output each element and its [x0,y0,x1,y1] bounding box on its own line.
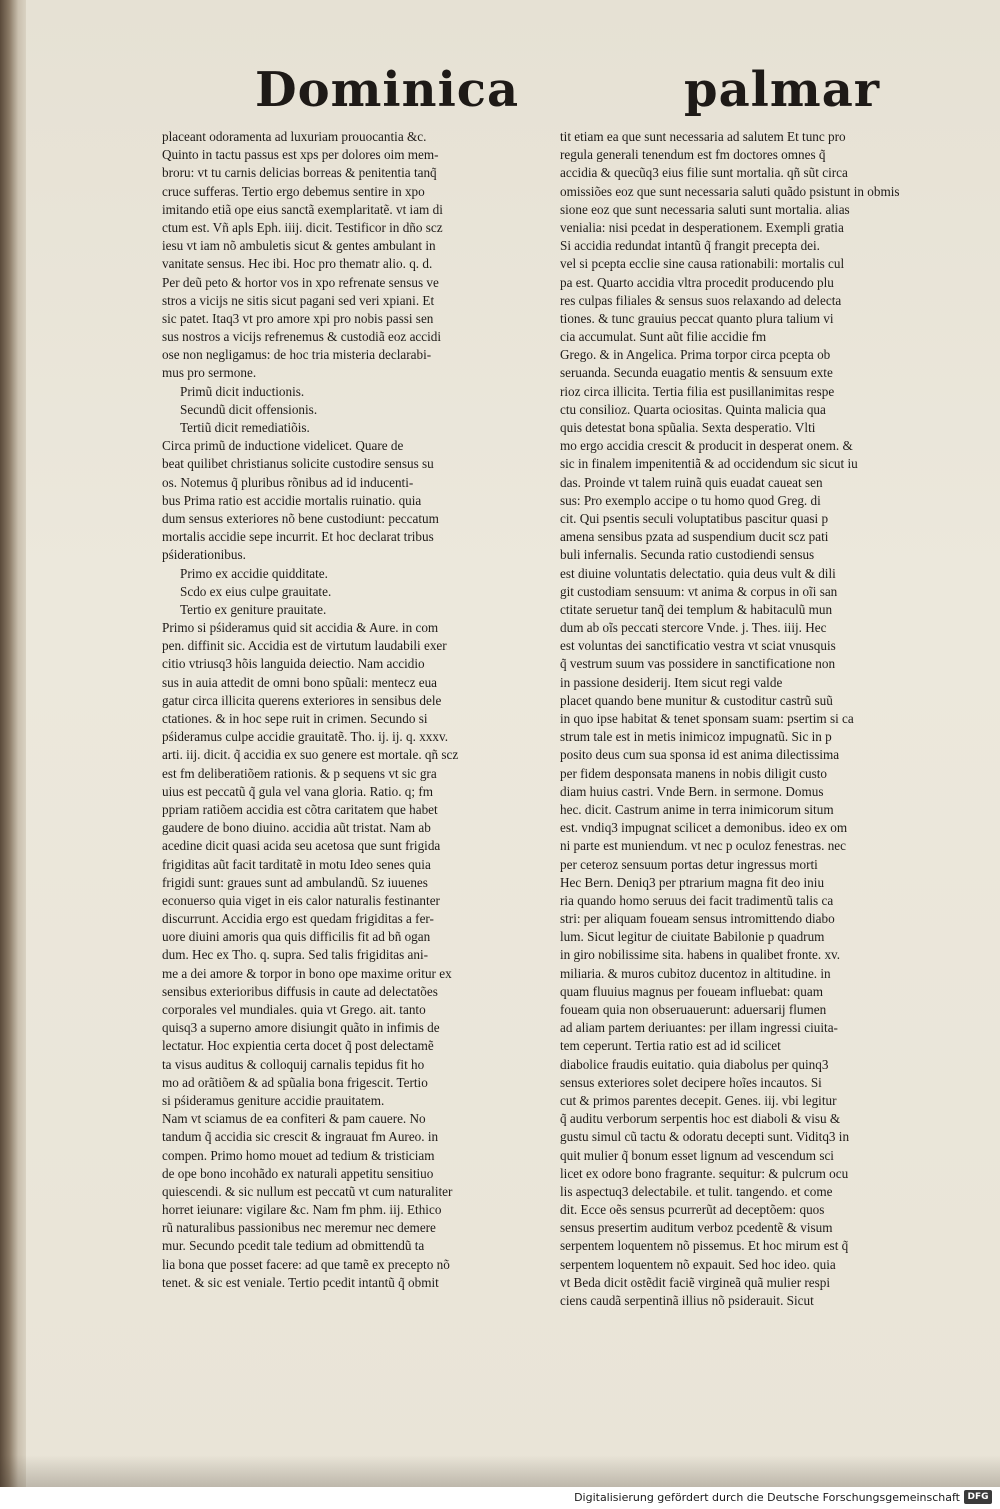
text-line: in passione desiderij. Item sicut regi valde [560,674,783,690]
text-line: cit. Qui psentis seculi voluptatibus pascitur quasi p [560,510,829,526]
text-line: git custodiam sensuum: vt anima & corpus in oĩi san [560,583,838,599]
text-line: imitando etiã ope eius sanctã exemplaritatẽ. vt iam di [162,201,443,217]
text-line: mo ergo accidia crescit & producit in desperat onem. & [560,438,853,454]
text-line: rioz circa illicita. Tertia filia est pusillanimitas respe [560,383,835,399]
text-line: econuerso quia viget in eis calor naturalis festinanter [162,892,440,908]
text-line: ose non negligamus: de hoc tria misteria declarabi- [162,347,432,363]
text-line: arti. iij. dicit. q̃ accidia ex suo genere est mortale. qñ scz [162,747,459,763]
text-line: regula generali tenendum est fm doctores omnes q̃ [560,147,826,163]
text-column-right [560,128,945,1310]
text-line: das. Proinde vt talem ruinã quis euadat caueat sen [560,474,823,490]
text-line: est diuine voluntatis delectatio. quia deus vult & dili [560,565,836,581]
text-line: tenet. & sic est veniale. Tertio pcedit intantũ q̃ obmit [162,1274,439,1290]
text-line: beat quilibet christianus solicite custodire sensus su [162,456,434,472]
text-line: sensus presertim auditum verboz pcedentẽ & visum [560,1220,833,1236]
text-line: ad aliam partem deriuantes: per illam ingressi ciuita- [560,1020,838,1036]
text-line: discurrunt. Accidia ergo est quedam frigiditas a fer- [162,911,434,927]
text-line: ppriam ratiõem accidia est cõtra caritatem que habet [162,801,438,817]
text-line: pen. diffinit sic. Accidia est de virtutum laudabili exer [162,638,447,654]
text-line: Circa primũ de inductione videlicet. Quare de [162,438,404,454]
text-line: posito deus cum sua sponsa id est anima dilectissima [560,747,840,763]
text-line: quiescendi. & sic nullum est peccatũ vt cum naturaliter [162,1183,453,1199]
text-line: Nam vt sciamus de ea confiteri & pam cauere. No [162,1111,426,1127]
text-line: mo ad orãtiõem & ad spũalia bona frigescit. Tertio [162,1074,428,1090]
text-line: stros a vicijs ne sitis sicut pagani sed veri xpiani. Et [162,292,435,308]
text-line: sus: Pro exemplo accipe o tu homo quod Greg. di [560,492,821,508]
text-line: cia accumulat. Sunt aũt filie accidie fm [560,329,767,345]
text-line: cruce sufferas. Tertio ergo debemus sentire in xpo [162,183,425,199]
text-line: placeant odoramenta ad luxuriam prouocantia &c. [162,129,427,144]
text-line: est voluntas dei sanctificatio vestra vt sciat vnusquis [560,638,836,654]
text-line: ctum est. Vñ apls Eph. iiij. dicit. Testificor in dño scz [162,219,443,235]
book-page-edge [0,0,26,1487]
text-line: si pśideramus geniture accidie prauitatem. [162,1092,385,1108]
text-line: compen. Primo homo mouet ad tedium & tristiciam [162,1147,435,1163]
text-line: pa est. Quarto accidia vltra procedit producendo plu [560,274,834,290]
text-line: sensus exteriores solet decipere hoĩes incautos. Si [560,1074,822,1090]
text-line: uore diuini amoris qua quis difficilis fit ad bñ ogan [162,929,431,945]
text-line: rũ naturalibus passionibus nec meremur nec demere [162,1220,436,1236]
text-line: ctu consilioz. Quarta ociositas. Quinta malicia qua [560,401,826,417]
text-line: Secundũ dicit offensionis. [180,401,318,417]
text-line: iesu vt iam nõ ambuletis sicut & gentes ambulant in [162,238,436,254]
text-line: sic patet. Itaq3 vt pro amore xpi pro nobis passi sen [162,310,434,326]
text-line: placet quando bene munitur & custoditur castrũ suũ [560,692,833,708]
text-line: gatur circa illicita querens exteriores in sensibus dele [162,692,442,708]
text-line: ctationes. & in hoc sepe ruit in crimen. Secundo si [162,711,428,726]
text-line: tiones. & tunc grauius peccat quanto plura talium vi [560,310,834,326]
text-line: seruanda. Secunda euagatio mentis & sensuum exte [560,365,833,381]
text-line: lum. Sicut legitur de ciuitate Babilonie p quadrum [560,929,825,945]
text-line: serpentem loquentem nõ pissemus. Et hoc mirum est q̃ [560,1238,849,1254]
text-line: quit mulier q̃ bonum esset lignum ad vescendum sci [560,1147,834,1163]
text-line: pśiderationibus. [162,547,246,563]
text-line: vt Beda dicit ostẽdit faciẽ virgineã quã mulier respi [560,1274,831,1290]
text-line: tandum q̃ accidia sic crescit & ingrauat fm Aureo. in [162,1129,439,1145]
text-line: Tertio ex geniture prauitate. [180,601,327,617]
text-line: omissiões eoz que sunt necessaria saluti quãdo psistunt in obmis [560,183,900,199]
text-line: in giro nobilissime sita. habens in qualibet fronte. xv. [560,947,841,963]
text-line: hec. dicit. Castrum anime in terra inimicorum situm [560,801,834,817]
text-line: dum ab oĩs peccati stercore Vnde. j. Thes. iiij. Hec [560,620,827,636]
text-line: os. Notemus q̃ pluribus rõnibus ad id inducenti- [162,474,414,490]
text-line: mortalis accidie sepe incurrit. Et hoc declarat tribus [162,529,434,545]
text-line: quisq3 a superno amore disiungit quãto in infimis de [162,1020,440,1036]
text-line: strum tale est in metis inimicoz impugnatũ. Sic in p [560,729,832,745]
text-line: q̃ vestrum suum vas possidere in sanctificatione non [560,656,836,672]
text-line: serpentem loquentem nõ expauit. Sed hoc ideo. quia [560,1256,836,1272]
text-line: sione eoz que sunt necessaria saluti sunt mortalia. alias [560,201,850,217]
text-line: res culpas filiales & sensus suos relaxando ad delecta [560,292,842,308]
text-line: ta visus auditus & colloquij carnalis tepidus fit ho [162,1056,425,1072]
text-line: mur. Secundo pcedit tale tedium ad obmittendũ ta [162,1238,425,1254]
text-line: lectatur. Hoc expientia certa docet q̃ post delectamẽ [162,1038,434,1054]
text-line: ciens caudã serpentinã illius nõ psiderauit. Sicut [560,1293,814,1308]
text-line: ni parte est muniendum. vt nec p oculoz fenestras. nec [560,838,846,854]
text-line: sus in auia attedit de omni bono spũali: mentecz eua [162,674,438,690]
text-line: lis aspectuq3 delectabile. et tulit. tangendo. et come [560,1183,833,1199]
text-line: Per deũ peto & hortor vos in xpo refrenate sensus ve [162,274,439,290]
text-line: me a dei amore & torpor in bono ope maxime oritur ex [162,965,452,981]
text-line: est fm deliberatiõem rationis. & p sequens vt sic gra [162,765,437,781]
text-line: broru: vt tu carnis delicias borreas & penitentia tanq̃ [162,165,437,181]
text-line: vanitate sensus. Hec ibi. Hoc pro thematr alio. q. d. [162,256,433,272]
text-line: quam fluuius magnus per foueam influebat: quam [560,983,823,999]
text-line: Primo si pśideramus quid sit accidia & Aure. in com [162,620,439,636]
text-line: est. vndiq3 impugnat scilicet a demonibus. ideo ex om [560,820,848,836]
text-line: dit. Ecce oẽs sensus pcurrerũt ad deceptõem: quos [560,1202,825,1218]
text-line: foueam quia non obseruauerunt: aduersarij flumen [560,1002,827,1017]
text-line: mus pro sermone. [162,365,257,381]
text-line: Quinto in tactu passus est xps per dolores oim mem- [162,147,439,163]
text-line: buli infernalis. Secunda ratio custodiendi sensus [560,547,815,563]
footer-credit: Digitalisierung gefördert durch die Deutsche Forschungsgemeinschaft [574,1491,960,1504]
text-line: licet ex odore bono fragrante. sequitur: & pulcrum ocu [560,1165,849,1181]
text-line: in quo ipse habitat & tenet sponsam suam: psertim si ca [560,711,854,726]
text-line: Scdo ex eius culpe grauitate. [180,583,332,599]
text-line: cut & primos parentes decepit. Genes. iij. vbi legitur [560,1092,837,1108]
text-line: Hec Bern. Deniq3 per ptrarium magna fit deo iniu [560,874,825,890]
text-line: stri: per aliquam foueam sensus intromittendo diabo [560,911,835,927]
digitization-footer [0,1487,1000,1509]
text-line: sic in finalem impenitentiã & ad occidendum sic sicut iu [560,456,858,472]
text-line: dum. Hec ex Tho. q. supra. Sed talis frigiditas ani- [162,947,429,963]
text-line: venialia: nisi pcedat in desperationem. Exempli gratia [560,219,844,235]
dfg-logo: DFG [964,1490,992,1504]
text-line: sus nostros a vicijs refrenemus & custodiã eoz accidi [162,329,442,345]
text-line: dum sensus exteriores nõ bene custodiunt: peccatum [162,510,439,526]
text-line: quis detestat bona spũalia. Sexta desperatio. Vlti [560,420,816,435]
text-line: tit etiam ea que sunt necessaria ad salutem Et tunc pro [560,129,846,144]
text-line: Si accidia redundat intantũ q̃ frangit precepta dei. [560,238,820,254]
text-line: tem ceperunt. Tertia ratio est ad id scilicet [560,1038,781,1054]
text-line: q̃ auditu verborum serpentis hoc est diaboli & visu & [560,1111,841,1127]
text-line: frigiditas aũt facit tarditatẽ in motu Ideo senes quia [162,856,431,872]
text-line: vel si pcepta ecclie sine causa rationabili: mortalis cul [560,256,845,272]
text-line: uius est peccatũ q̃ gula vel vana gloria. Ratio. q; fm [162,783,434,799]
text-line: per ceteroz sensuum portas detur ingressus morti [560,856,818,872]
text-line: horret ieiunare: vigilare &c. Nam fm phm. iij. Ethico [162,1202,442,1218]
text-line: bus Prima ratio est accidie mortalis ruinatio. quia [162,492,422,508]
text-line: citio vtriusq3 hõis languida deiectio. Nam accidio [162,656,425,672]
text-line: per fidem desponsata manens in nobis diligit custo [560,765,828,781]
text-line: corporales vel mundiales. quia vt Grego. ait. tanto [162,1002,426,1017]
running-head-right: palmar [684,62,881,118]
text-line: miliaria. & muros cubitoz ducentoz in altitudine. in [560,965,831,981]
text-line: sensibus exterioribus diffusis in caute ad delectatões [162,983,438,999]
page-bottom-shadow [0,1455,1000,1487]
text-line: amena sensibus pzata ad suspendium ducit scz pati [560,529,829,545]
text-line: Tertiũ dicit remediatiõis. [180,420,310,435]
text-column-left [162,128,550,1292]
text-line: Grego. & in Angelica. Prima torpor circa pcepta ob [560,347,831,363]
text-line: Primo ex accidie quidditate. [180,565,328,581]
text-line: pśideramus culpe accidie grauitatẽ. Tho. ij. ij. q. xxxv. [162,729,449,745]
text-line: diabolice fraudis euitatio. quia diabolus per quinq3 [560,1056,829,1072]
text-line: diam huius castri. Vnde Bern. in sermone. Domus [560,783,824,799]
text-line: de ope bono incohãdo ex naturali appetitu sensitiuo [162,1165,434,1181]
text-line: acedine dicit quasi acida seu acetosa que sunt frigida [162,838,441,854]
text-line: Primũ dicit inductionis. [180,383,305,399]
text-line: gaudere de bono diuino. accidia aũt tristat. Nam ab [162,820,431,836]
text-line: gustu simul cũ tactu & odoratu decepti sunt. Viditq3 in [560,1129,850,1145]
text-line: ria quando homo seruus dei facit tradimentũ talis ca [560,892,834,908]
text-line: accidia & quecũq3 eius filie sunt mortalia. qñ sũt circa [560,165,848,181]
text-line: lia bona que posset facere: ad que tamẽ ex precepto nõ [162,1256,450,1272]
running-head-left: Dominica [255,62,520,118]
text-line: ctitate seruetur tanq̃ dei templum & habitaculũ mun [560,601,833,617]
text-line: frigidi sunt: graues sunt ad ambulandũ. Sz iuuenes [162,874,428,890]
